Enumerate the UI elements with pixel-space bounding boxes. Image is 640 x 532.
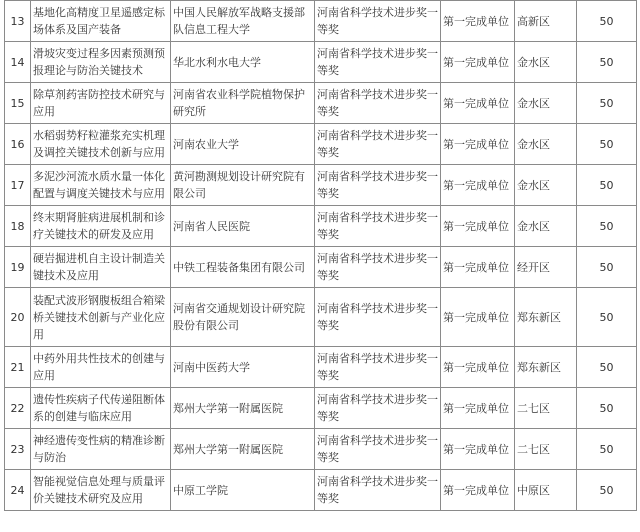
completion-rank: 第一完成单位 [441,388,515,429]
table-row [5,206,637,247]
award-name: 河南省科学技术进步奖一等奖 [315,288,441,347]
table-row [5,347,637,388]
table-row [5,247,637,288]
completing-unit: 河南中医药大学 [171,347,315,388]
project-name: 滑坡灾变过程多因素预测预报理论与防治关键技术 [31,42,171,83]
district: 中原区 [515,470,577,511]
score: 50 [577,247,637,288]
award-name: 河南省科学技术进步奖一等奖 [315,347,441,388]
row-number: 17 [5,165,31,206]
district: 金水区 [515,83,577,124]
completing-unit: 中原工学院 [171,470,315,511]
row-number: 16 [5,124,31,165]
completion-rank: 第一完成单位 [441,288,515,347]
row-number: 24 [5,470,31,511]
award-name: 河南省科学技术进步奖一等奖 [315,247,441,288]
score: 50 [577,83,637,124]
row-number: 19 [5,247,31,288]
completion-rank: 第一完成单位 [441,1,515,42]
completing-unit: 华北水利水电大学 [171,42,315,83]
district: 经开区 [515,247,577,288]
district: 金水区 [515,165,577,206]
project-name: 装配式波形钢腹板组合箱梁桥关键技术创新与产业化应用 [31,288,171,347]
completion-rank: 第一完成单位 [441,206,515,247]
project-name: 中药外用共性技术的创建与应用 [31,347,171,388]
row-number: 23 [5,429,31,470]
row-number: 21 [5,347,31,388]
project-name: 遗传性疾病子代传递阻断体系的创建与临床应用 [31,388,171,429]
project-name: 除草剂药害防控技术研究与应用 [31,83,171,124]
completion-rank: 第一完成单位 [441,124,515,165]
project-name: 多泥沙河流水质水量一体化配置与调度关键技术与应用 [31,165,171,206]
completion-rank: 第一完成单位 [441,83,515,124]
project-name: 终末期肾脏病进展机制和诊疗关键技术的研发及应用 [31,206,171,247]
award-name: 河南省科学技术进步奖一等奖 [315,388,441,429]
completing-unit: 河南省农业科学院植物保护研究所 [171,83,315,124]
table-row [5,388,637,429]
project-name: 硬岩掘进机自主设计制造关键技术及应用 [31,247,171,288]
district: 郑东新区 [515,288,577,347]
row-number: 18 [5,206,31,247]
table-row [5,83,637,124]
project-name: 基地化高精度卫星遥感定标场体系及国产装备 [31,1,171,42]
table-row [5,429,637,470]
score: 50 [577,429,637,470]
score: 50 [577,288,637,347]
score: 50 [577,124,637,165]
table-row [5,470,637,511]
award-name: 河南省科学技术进步奖一等奖 [315,165,441,206]
score: 50 [577,42,637,83]
district: 二七区 [515,388,577,429]
table-row [5,1,637,42]
table-row [5,42,637,83]
district: 金水区 [515,124,577,165]
completion-rank: 第一完成单位 [441,42,515,83]
district: 高新区 [515,1,577,42]
completing-unit: 河南省人民医院 [171,206,315,247]
award-name: 河南省科学技术进步奖一等奖 [315,124,441,165]
award-name: 河南省科学技术进步奖一等奖 [315,206,441,247]
district: 郑东新区 [515,347,577,388]
completion-rank: 第一完成单位 [441,470,515,511]
table-row [5,124,637,165]
completion-rank: 第一完成单位 [441,247,515,288]
project-name: 智能视觉信息处理与质量评价关键技术研究及应用 [31,470,171,511]
district: 二七区 [515,429,577,470]
completing-unit: 郑州大学第一附属医院 [171,429,315,470]
row-number: 20 [5,288,31,347]
district: 金水区 [515,206,577,247]
score: 50 [577,347,637,388]
award-name: 河南省科学技术进步奖一等奖 [315,470,441,511]
row-number: 13 [5,1,31,42]
award-name: 河南省科学技术进步奖一等奖 [315,83,441,124]
completing-unit: 中铁工程装备集团有限公司 [171,247,315,288]
score: 50 [577,206,637,247]
completion-rank: 第一完成单位 [441,165,515,206]
completing-unit: 郑州大学第一附属医院 [171,388,315,429]
completion-rank: 第一完成单位 [441,429,515,470]
table-row [5,288,637,347]
score: 50 [577,470,637,511]
row-number: 22 [5,388,31,429]
table-row [5,165,637,206]
completing-unit: 中国人民解放军战略支援部队信息工程大学 [171,1,315,42]
award-name: 河南省科学技术进步奖一等奖 [315,1,441,42]
completing-unit: 黄河勘测规划设计研究院有限公司 [171,165,315,206]
row-number: 14 [5,42,31,83]
award-name: 河南省科学技术进步奖一等奖 [315,42,441,83]
score: 50 [577,388,637,429]
completion-rank: 第一完成单位 [441,347,515,388]
completing-unit: 河南省交通规划设计研究院股份有限公司 [171,288,315,347]
score: 50 [577,1,637,42]
project-name: 神经遗传变性病的精准诊断与防治 [31,429,171,470]
award-table [4,0,637,511]
row-number: 15 [5,83,31,124]
score: 50 [577,165,637,206]
project-name: 水稻弱势籽粒灌浆充实机理及调控关键技术创新与应用 [31,124,171,165]
district: 金水区 [515,42,577,83]
completing-unit: 河南农业大学 [171,124,315,165]
award-name: 河南省科学技术进步奖一等奖 [315,429,441,470]
